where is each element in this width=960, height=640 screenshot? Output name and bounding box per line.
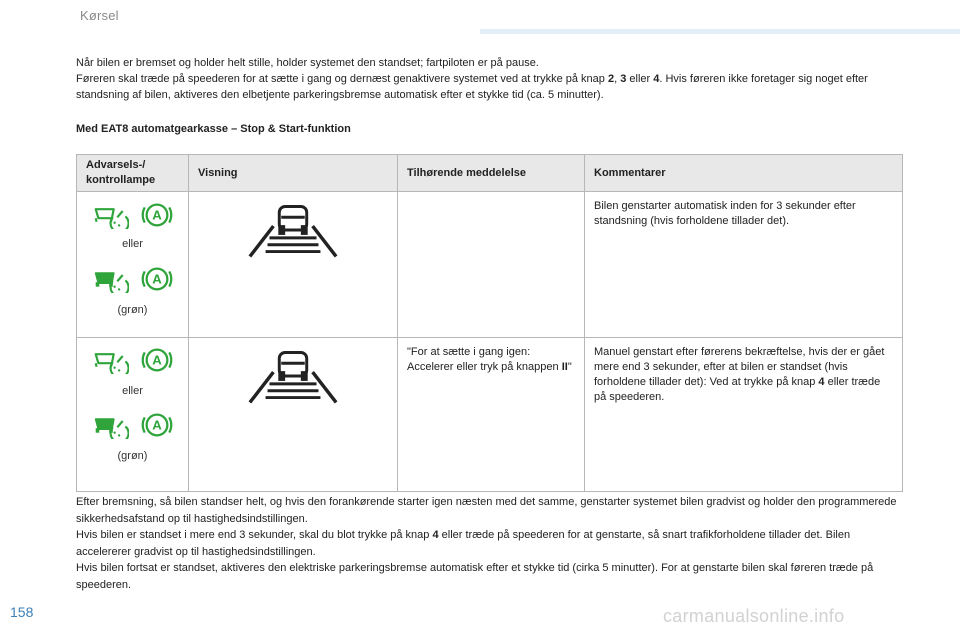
body-paragraph: Hvis bilen er standset i mere end 3 sekunder, skal du blot trykke på knap 4 eller træde på speederen for at genstarte, så snart trafikforholdene tillader det. Bilen accelererer gradvist op til hastighedsindstillingen. xyxy=(76,529,851,558)
intro-line-1: Når bilen er bremset og holder helt stille, holder systemet den standset; fartpiloten er på pause. xyxy=(76,57,539,69)
stop-start-table xyxy=(76,154,903,492)
page-number: 158 xyxy=(10,604,34,620)
or-label: eller xyxy=(122,238,143,250)
auto-hold-a-icon xyxy=(141,199,173,231)
column-header-display: Visning xyxy=(189,155,398,192)
watermark: carmanualsonline.info xyxy=(663,606,845,626)
auto-hold-a-icon xyxy=(141,263,173,295)
auto-hold-a-icon xyxy=(141,409,173,441)
body-paragraph: Hvis bilen fortsat er standset, aktiveres den elektriske parkeringsbremse automatisk efter et stykke tid (cirka 5 minutter). For at genstarte bilen skal føreren træde på speederen. xyxy=(76,562,874,591)
table-row xyxy=(77,192,903,338)
adaptive-cruise-outline-icon xyxy=(93,347,129,374)
vehicle-ahead-display-icon xyxy=(244,349,342,405)
display-cell xyxy=(189,338,398,492)
column-header-message: Tilhørende meddelelse xyxy=(398,155,585,192)
message-cell: "For at sætte i gang igen: Accelerer eller tryk på knappen II" xyxy=(398,338,585,492)
adaptive-cruise-filled-icon xyxy=(93,266,129,293)
section-title: Med EAT8 automatgearkasse – Stop & Start-funktion xyxy=(76,123,351,135)
intro-text xyxy=(76,55,906,103)
column-header-comments: Kommentarer xyxy=(585,155,903,192)
lamp-cell xyxy=(77,338,189,492)
adaptive-cruise-filled-icon xyxy=(93,412,129,439)
or-label: eller xyxy=(122,385,143,397)
message-cell xyxy=(398,192,585,338)
body-text xyxy=(76,494,906,593)
vehicle-ahead-display-icon xyxy=(244,203,342,259)
header-accent-bar xyxy=(480,29,960,34)
section-header: Kørsel xyxy=(80,8,119,23)
body-paragraph: Efter bremsning, så bilen standser helt, og hvis den forankørende starter igen næsten med det samme, genstarter systemet bilen gradvist og holder den programmerede sikkerhedsafstand op til hastighedsindstillingen. xyxy=(76,496,897,525)
table-row xyxy=(77,338,903,492)
display-cell xyxy=(189,192,398,338)
intro-line-2: Føreren skal træde på speederen for at sætte i gang og dernæst genaktivere systemet ved at trykke på knap 2, 3 eller 4. Hvis føreren ikke foretager sig noget efter standsning af bilen, aktiveres den elbetjente parkeringsbremse automatisk efter et stykke tid (ca. 5 minutter). xyxy=(76,73,868,101)
table-header-row xyxy=(77,155,903,192)
comment-cell: Bilen genstarter automatisk inden for 3 sekunder efter standsning (hvis forholdene tillader det). xyxy=(585,192,903,338)
comment-cell: Manuel genstart efter førerens bekræftelse, hvis der er gået mere end 3 sekunder, efter at bilen er standset (hvis forholdene tillader det): Ved at trykke på knap 4 eller træde på speederen. xyxy=(585,338,903,492)
auto-hold-a-icon xyxy=(141,344,173,376)
adaptive-cruise-outline-icon xyxy=(93,202,129,229)
column-header-lamp: Advarsels-/ kontrollampe xyxy=(77,155,189,192)
green-label: (grøn) xyxy=(117,304,148,316)
green-label: (grøn) xyxy=(117,450,148,462)
lamp-cell xyxy=(77,192,189,338)
